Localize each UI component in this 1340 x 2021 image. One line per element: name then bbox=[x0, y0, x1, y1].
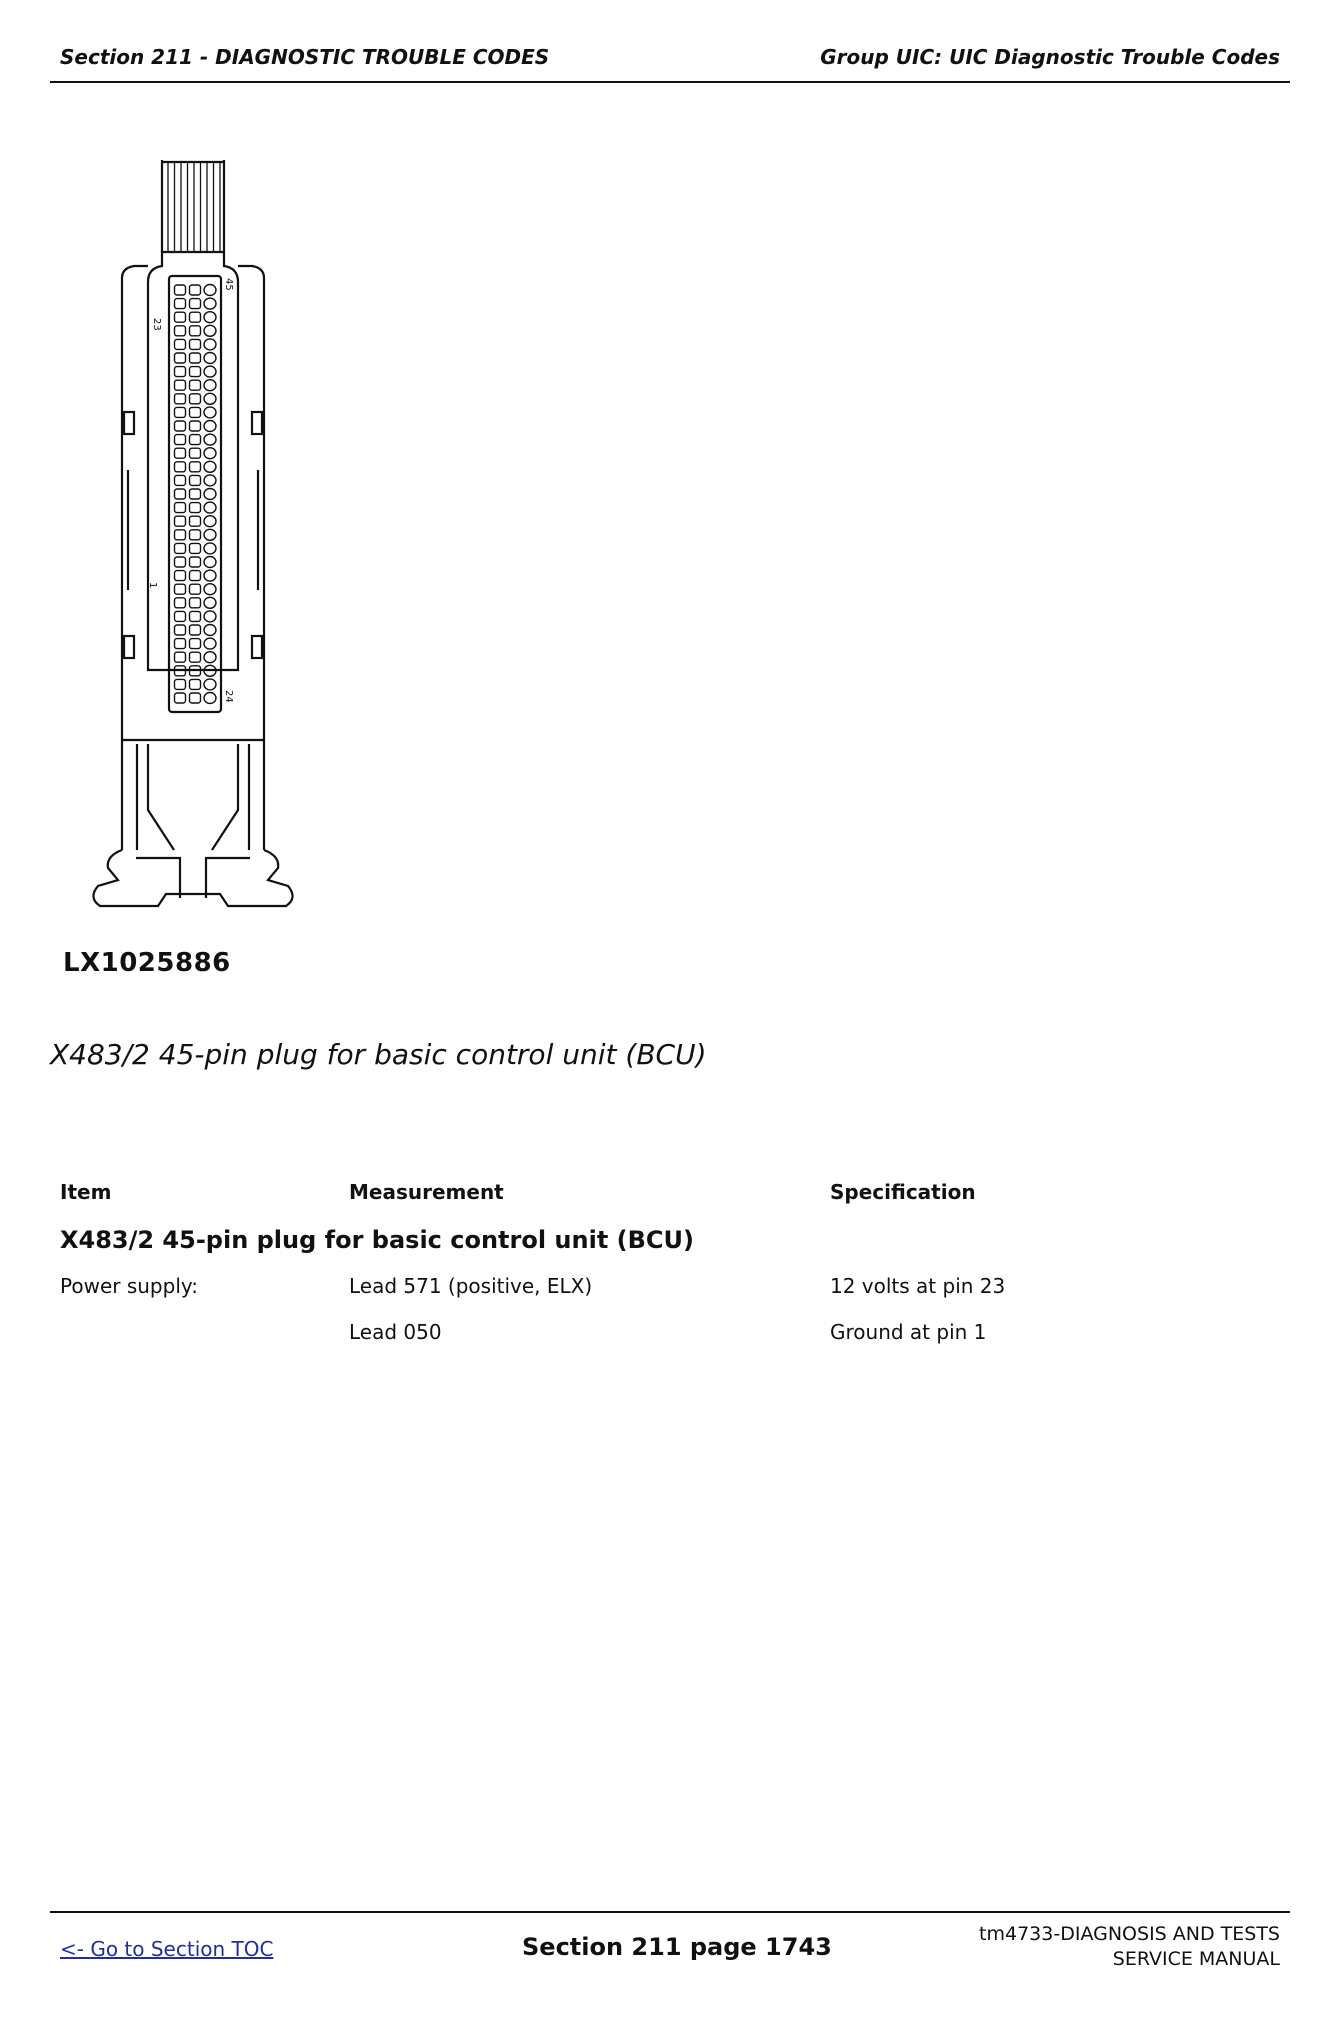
pin-cavity bbox=[204, 407, 216, 418]
pin-cavity bbox=[204, 393, 216, 404]
pin-cavity bbox=[204, 597, 216, 608]
pin-cavity bbox=[204, 584, 216, 595]
cell-item: Power supply: bbox=[60, 1274, 198, 1298]
table-group-title bbox=[60, 1226, 1280, 1274]
specification-table bbox=[60, 1180, 1280, 1366]
pin-label-24: 24 bbox=[223, 690, 234, 703]
pin-cavity bbox=[190, 584, 201, 594]
pin-cavity bbox=[204, 570, 216, 581]
pin-cavity bbox=[190, 421, 201, 431]
pin-cavity bbox=[204, 543, 216, 554]
pin-cavity bbox=[190, 394, 201, 404]
cell-measurement: Lead 571 (positive, ELX) bbox=[349, 1274, 593, 1298]
pin-cavity bbox=[190, 435, 201, 445]
pin-cavity bbox=[175, 625, 186, 635]
pin-cavity bbox=[204, 366, 216, 377]
pin-cavity bbox=[204, 434, 216, 445]
pin-cavity bbox=[175, 285, 186, 295]
pin-label-1: 1 bbox=[147, 582, 158, 589]
group-title-text: X483/2 45-pin plug for basic control unit (BCU) bbox=[60, 1226, 694, 1254]
pin-cavity bbox=[190, 639, 201, 649]
pin-cavity bbox=[204, 353, 216, 364]
pin-cavity bbox=[175, 652, 186, 662]
pin-cavity bbox=[190, 530, 201, 540]
pin-cavity bbox=[204, 652, 216, 663]
header-section-title: Section 211 - DIAGNOSTIC TROUBLE CODES bbox=[60, 45, 550, 69]
pin-cavity bbox=[175, 353, 186, 363]
pin-cavity bbox=[175, 503, 186, 513]
figure-caption: X483/2 45-pin plug for basic control unit (BCU) bbox=[50, 1038, 707, 1071]
pin-cavity bbox=[190, 299, 201, 309]
pin-cavity bbox=[190, 339, 201, 349]
header-measurement: Measurement bbox=[349, 1180, 504, 1204]
pin-cavity bbox=[190, 557, 201, 567]
pin-cavity bbox=[175, 339, 186, 349]
manual-title bbox=[979, 1922, 1280, 1972]
pin-cavity bbox=[204, 312, 216, 323]
pin-cavity bbox=[204, 339, 216, 350]
pin-cavity bbox=[204, 502, 216, 513]
pin-cavity bbox=[175, 299, 186, 309]
manual-title-line-2: SERVICE MANUAL bbox=[1112, 1948, 1280, 1970]
pin-cavity bbox=[175, 462, 186, 472]
pin-cavity bbox=[204, 557, 216, 568]
pin-cavity bbox=[175, 584, 186, 594]
pin-cavity bbox=[190, 679, 201, 689]
pin-cavity bbox=[175, 312, 186, 322]
pin-cavity bbox=[190, 448, 201, 458]
pin-cavity bbox=[190, 611, 201, 621]
pin-cavity bbox=[190, 543, 201, 553]
pin-cavity bbox=[190, 312, 201, 322]
manual-title-line-1: tm4733-DIAGNOSIS AND TESTS bbox=[979, 1923, 1280, 1945]
pin-cavity bbox=[204, 489, 216, 500]
figure-id-label: LX1025886 bbox=[63, 948, 231, 978]
page-number: Section 211 page 1743 bbox=[522, 1933, 832, 1961]
table-row bbox=[60, 1274, 1280, 1320]
pin-cavity bbox=[175, 380, 186, 390]
pin-cavity bbox=[175, 475, 186, 485]
pin-cavity bbox=[204, 448, 216, 459]
pin-cavity bbox=[204, 285, 216, 296]
pin-cavity bbox=[175, 367, 186, 377]
pin-cavity bbox=[204, 516, 216, 527]
pin-cavity bbox=[175, 489, 186, 499]
header-item: Item bbox=[60, 1180, 112, 1204]
pin-cavity bbox=[204, 298, 216, 309]
pin-cavity bbox=[190, 407, 201, 417]
pin-cavity bbox=[190, 503, 201, 513]
pin-cavity bbox=[204, 461, 216, 472]
go-to-section-toc-link[interactable]: <- Go to Section TOC bbox=[60, 1937, 274, 1961]
pin-cavity bbox=[175, 693, 186, 703]
pin-cavity bbox=[204, 638, 216, 649]
pin-cavity bbox=[175, 421, 186, 431]
pin-cavity bbox=[204, 421, 216, 432]
pin-cavity bbox=[190, 516, 201, 526]
pin-label-45: 45 bbox=[223, 278, 234, 291]
pin-cavity bbox=[175, 326, 186, 336]
header-divider bbox=[50, 81, 1290, 83]
pin-cavity bbox=[175, 639, 186, 649]
pin-cavity bbox=[204, 693, 216, 704]
pin-cavity bbox=[190, 489, 201, 499]
pin-cavity bbox=[190, 598, 201, 608]
pin-cavity bbox=[204, 625, 216, 636]
cell-specification: Ground at pin 1 bbox=[830, 1320, 987, 1344]
pin-cavity bbox=[175, 571, 186, 581]
cell-specification: 12 volts at pin 23 bbox=[830, 1274, 1006, 1298]
pin-cavity bbox=[204, 679, 216, 690]
pin-cavity bbox=[190, 625, 201, 635]
pin-cavity bbox=[190, 693, 201, 703]
pin-cavity bbox=[175, 407, 186, 417]
pin-cavity bbox=[175, 611, 186, 621]
pin-cavity bbox=[175, 394, 186, 404]
pin-cavity bbox=[190, 285, 201, 295]
pin-cavity bbox=[190, 475, 201, 485]
pin-cavity bbox=[190, 380, 201, 390]
header-specification: Specification bbox=[830, 1180, 976, 1204]
table-header-row bbox=[60, 1180, 1280, 1226]
pin-cavity bbox=[175, 543, 186, 553]
pin-cavity bbox=[175, 516, 186, 526]
pin-cavity bbox=[204, 325, 216, 336]
pin-cavity bbox=[190, 571, 201, 581]
pin-cavity bbox=[190, 326, 201, 336]
pin-cavity bbox=[204, 475, 216, 486]
pin-cavity bbox=[175, 598, 186, 608]
pin-cavity bbox=[190, 652, 201, 662]
pin-cavity bbox=[204, 611, 216, 622]
connector-figure bbox=[88, 150, 308, 920]
pin-cavity bbox=[190, 367, 201, 377]
pin-cavity bbox=[175, 679, 186, 689]
pin-cavity bbox=[175, 557, 186, 567]
cell-measurement: Lead 050 bbox=[349, 1320, 442, 1344]
pin-cavity bbox=[175, 448, 186, 458]
pin-label-23: 23 bbox=[151, 318, 162, 331]
header-group-title: Group UIC: UIC Diagnostic Trouble Codes bbox=[820, 45, 1280, 69]
footer-divider bbox=[50, 1911, 1290, 1913]
table-row bbox=[60, 1320, 1280, 1366]
pin-cavity bbox=[175, 435, 186, 445]
pin-cavity bbox=[204, 380, 216, 391]
pin-cavity bbox=[190, 353, 201, 363]
pin-cavity bbox=[190, 462, 201, 472]
pin-cavity bbox=[175, 530, 186, 540]
pin-cavity bbox=[204, 529, 216, 540]
